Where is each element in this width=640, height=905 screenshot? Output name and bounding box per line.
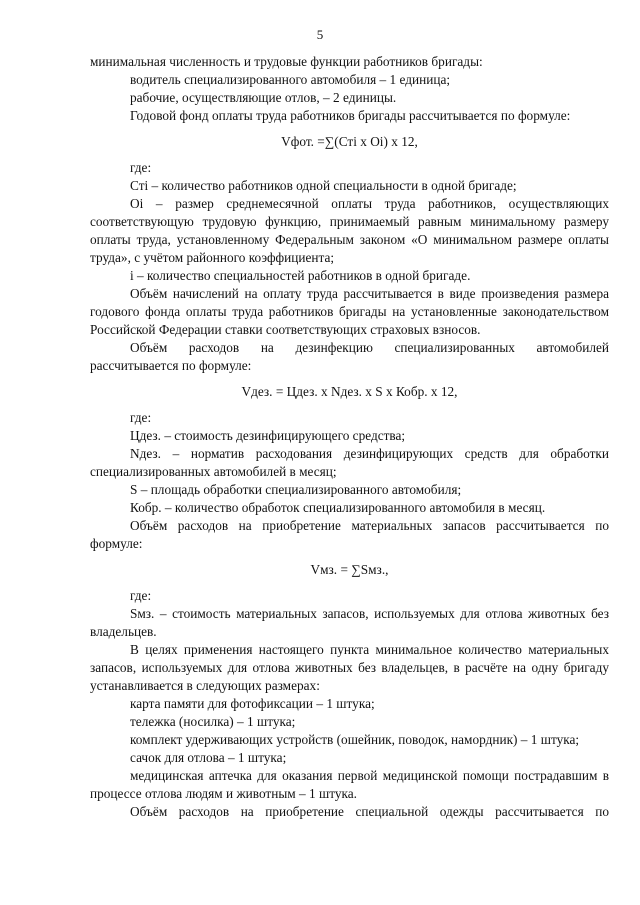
paragraph: Сті – количество работников одной специальности в одной бригаде; <box>130 178 517 193</box>
paragraph: Цдез. – стоимость дезинфицирующего средства; <box>130 428 406 443</box>
paragraph: минимальная численность и трудовые функции работников бригады: <box>90 54 483 69</box>
paragraph: тележка (носилка) – 1 штука; <box>130 714 296 729</box>
paragraph: Годовой фонд оплаты труда работников бригады рассчитывается по формуле: <box>130 108 571 123</box>
paragraph: медицинская аптечка для оказания первой медицинской помощи пострадавшим в процессе отлова людям и животным – 1 штука. <box>90 768 609 801</box>
paragraph: Nдез. – норматив расходования дезинфицирующих средств для обработки специализированных автомобилей в месяц; <box>90 446 609 479</box>
formula: Vфот. =∑(Сті x Оі) x 12, <box>281 134 418 149</box>
paragraph: Объём расходов на дезинфекцию специализированных автомобилей рассчитывается по формуле: <box>90 340 609 373</box>
paragraph: водитель специализированного автомобиля – 1 единица; <box>130 72 451 87</box>
paragraph: і – количество специальностей работников в одной бригаде. <box>130 268 471 283</box>
paragraph: рабочие, осуществляющие отлов, – 2 единицы. <box>130 90 397 105</box>
paragraph: Объём расходов на приобретение материальных запасов рассчитывается по формуле: <box>90 518 609 551</box>
paragraph: где: <box>130 160 152 175</box>
paragraph: Объём расходов на приобретение специальной одежды рассчитывается по <box>130 804 609 819</box>
paragraph: S – площадь обработки специализированного автомобиля; <box>130 482 462 497</box>
page-number: 5 <box>316 27 324 42</box>
formula: Vмз. = ∑Sмз., <box>310 562 389 577</box>
paragraph: карта памяти для фотофиксации – 1 штука; <box>130 696 375 711</box>
formula: Vдез. = Цдез. x Nдез. x S x Кобр. x 12, <box>241 384 458 399</box>
document-body <box>90 53 609 821</box>
paragraph: где: <box>130 410 152 425</box>
paragraph: где: <box>130 588 152 603</box>
paragraph: Объём начислений на оплату труда рассчитывается в виде произведения размера годового фонда оплаты труда работников бригады на установленные законодательством Российской Федерации ставки соответствующих страховых взносов. <box>90 286 609 337</box>
paragraph: Кобр. – количество обработок специализированного автомобиля в месяц. <box>130 500 546 515</box>
paragraph: В целях применения настоящего пункта минимальное количество материальных запасов, используемых для отлова животных без владельцев, в расчёте на одну бригаду устанавливается в следующих размерах: <box>90 642 609 693</box>
paragraph: сачок для отлова – 1 штука; <box>130 750 287 765</box>
paragraph: Оі – размер среднемесячной оплаты труда работников, осуществляющих соответствующую трудовую функцию, принимаемый равным минимальному размеру оплаты труда, установленному Федеральным законом «О минимальном размере оплаты труда», с учётом районного коэффициента; <box>90 196 609 265</box>
paragraph: Sмз. – стоимость материальных запасов, используемых для отлова животных без владельцев. <box>90 606 609 639</box>
paragraph: комплект удерживающих устройств (ошейник, поводок, намордник) – 1 штука; <box>130 732 580 747</box>
